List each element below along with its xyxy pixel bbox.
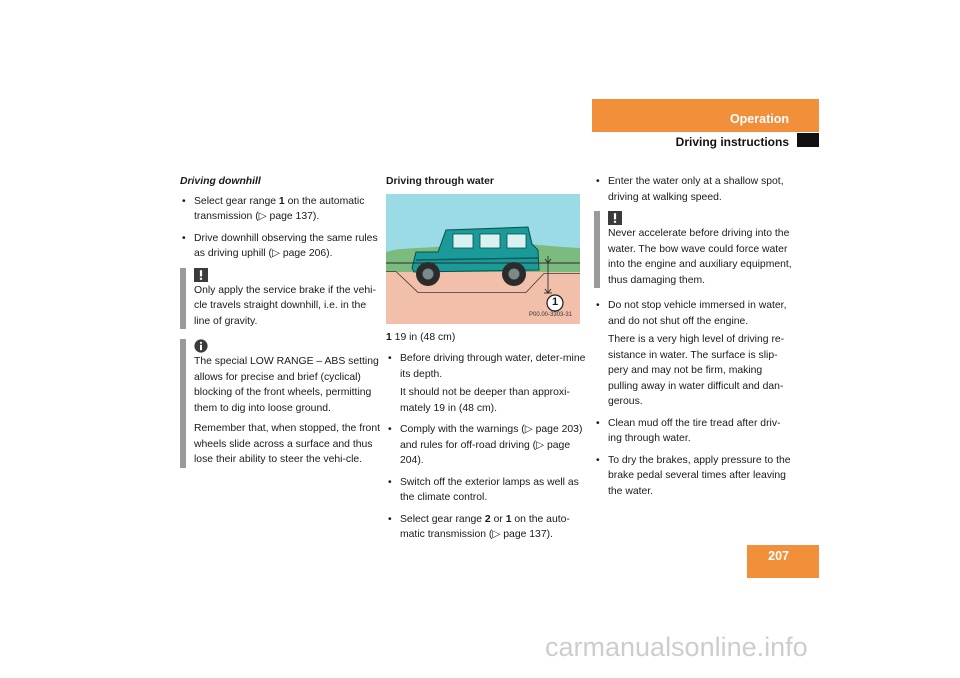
text: Select gear range <box>400 513 485 525</box>
text: • Switch off the exterior lamps as well as the climate control. <box>400 476 579 503</box>
gear-value: 2 <box>484 513 491 525</box>
caption-text: 19 in (48 cm) <box>391 331 456 343</box>
figure-code: P00.00-3303-31 <box>529 311 573 318</box>
note-bar <box>594 211 600 288</box>
warning-note <box>180 268 380 330</box>
text: Select gear range <box>194 195 279 207</box>
warning-icon <box>194 268 208 282</box>
text: • Comply with the warnings (▷ page 203) and rules for off-road driving (▷ page 204). <box>400 424 583 466</box>
list-item <box>386 475 586 506</box>
list-item <box>180 231 380 262</box>
info-text: The special LOW RANGE – ABS setting allows for precise and brief (cyclical) blocking of the front wheels, permitting them to dig into loose ground. <box>194 356 379 414</box>
header-marker <box>797 133 819 147</box>
section-title: Operation <box>729 112 789 126</box>
text: It should not be deeper than approxi-mately 19 in (48 cm). <box>400 387 570 414</box>
watermark: carmanualsonline.info <box>545 632 808 662</box>
water-list <box>386 351 586 543</box>
page-number: 207 <box>768 549 789 563</box>
warning-text: Never accelerate before driving into the water. The bow wave could force water into the engine and auxiliary equipment, thus damaging them. <box>608 228 792 286</box>
gear-value: 1 <box>278 195 285 207</box>
text: • Enter the water only at a shallow spot, driving at walking speed. <box>608 176 784 203</box>
caption-number: 1 <box>386 331 392 343</box>
water-crossing-figure <box>386 194 580 324</box>
text: • To dry the brakes, apply pressure to the brake pedal several times after leaving the water. <box>608 454 791 497</box>
text: on the automatic transmission (▷ page 137). <box>194 195 365 222</box>
list-item <box>594 174 794 205</box>
warning-icon <box>608 211 622 225</box>
downhill-list <box>180 194 380 262</box>
heading-driving-downhill: Driving downhill <box>180 176 261 187</box>
warning-note <box>594 211 794 288</box>
page-number-box <box>747 545 819 578</box>
list-item <box>386 512 586 543</box>
info-text: Remember that, when stopped, the front wheels slide across a surface and thus lose their ability to steer the vehi-cle. <box>194 423 380 465</box>
gear-value: 1 <box>505 513 512 525</box>
water-list-continued-2 <box>594 298 794 499</box>
figure-caption <box>386 330 586 346</box>
subsection-title: Driving instructions <box>675 135 789 149</box>
text: on the auto-matic transmission (▷ page 137). <box>400 513 570 540</box>
list-item <box>386 422 586 469</box>
text: There is a very high level of driving re-sistance in water. The surface is slip-pery and may not be firm, making pulling away in water difficult and dan-gerous. <box>608 334 785 407</box>
list-item <box>386 351 586 416</box>
info-icon <box>194 339 208 353</box>
text: • Drive downhill observing the same rules as driving uphill (▷ page 206). <box>194 232 378 259</box>
note-bar <box>180 339 186 468</box>
note-bar <box>180 268 186 330</box>
header-section-bar <box>592 99 819 132</box>
text: • Do not stop vehicle immersed in water, and do not shut off the engine. <box>608 300 787 327</box>
column-driving-downhill <box>180 174 380 478</box>
water-list-continued <box>594 174 794 205</box>
column-water-continued <box>594 174 794 505</box>
column-driving-through-water <box>386 174 586 549</box>
list-item <box>180 194 380 225</box>
list-item <box>594 298 794 410</box>
warning-text: Only apply the service brake if the vehi-cle travels straight downhill, i.e. in the line of gravity. <box>194 284 376 327</box>
text: or <box>490 513 506 525</box>
text: • Before driving through water, deter-mine its depth. <box>400 353 586 380</box>
figure-callout: 1 <box>551 295 559 308</box>
list-item <box>594 453 794 500</box>
heading-driving-through-water: Driving through water <box>386 176 494 187</box>
list-item <box>594 416 794 447</box>
text: • Clean mud off the tire tread after driv-ing through water. <box>608 417 781 444</box>
info-note <box>180 339 380 468</box>
